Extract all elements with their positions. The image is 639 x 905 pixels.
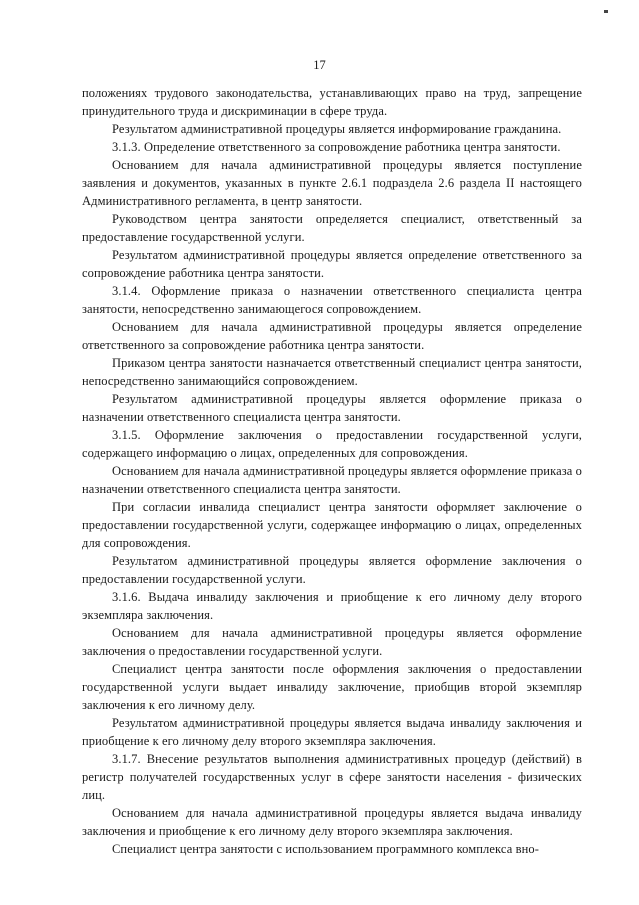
paragraph: Специалист центра занятости после оформления заключения о предоставлении государственной услуги выдает инвалиду заключение, приобщив второй экземпляр заключения к его личному делу. xyxy=(82,662,582,712)
section-heading-3-1-6: 3.1.6. Выдача инвалиду заключения и приобщение к его личному делу второго экземпляра заключения. xyxy=(82,590,582,622)
paragraph: Результатом административной процедуры является оформление заключения о предоставлении государственной услуги. xyxy=(82,554,582,586)
section-heading-3-1-5: 3.1.5. Оформление заключения о предоставлении государственной услуги, содержащего информацию о лицах, определенных для сопровождения. xyxy=(82,428,582,460)
document-body xyxy=(82,84,582,858)
paragraph: Основанием для начала административной процедуры является оформление заключения о предоставлении государственной услуги. xyxy=(82,626,582,658)
paragraph: Результатом административной процедуры является определение ответственного за сопровождение работника центра занятости. xyxy=(82,248,582,280)
section-heading-3-1-3: 3.1.3. Определение ответственного за сопровождение работника центра занятости. xyxy=(112,140,561,154)
paragraph-continuation: положениях трудового законодательства, устанавливающих право на труд, запрещение принудительного труда и дискриминации в сфере труда. xyxy=(82,86,582,118)
page-number: 17 xyxy=(313,58,326,72)
scan-mark xyxy=(604,10,608,13)
section-heading-3-1-7: 3.1.7. Внесение результатов выполнения административных процедур (действий) в регистр получателей государственных услуг в сфере занятости населения - физических лиц. xyxy=(82,752,582,802)
section-heading-3-1-4: 3.1.4. Оформление приказа о назначении ответственного специалиста центра занятости, непосредственно занимающегося сопровождением. xyxy=(82,284,582,316)
paragraph: Приказом центра занятости назначается ответственный специалист центра занятости, непосредственно занимающийся сопровождением. xyxy=(82,356,582,388)
paragraph: Основанием для начала административной процедуры является оформление приказа о назначении ответственного специалиста центра занятости. xyxy=(82,464,582,496)
paragraph: Основанием для начала административной процедуры является выдача инвалиду заключения и приобщение к его личному делу второго экземпляра заключения. xyxy=(82,806,582,838)
paragraph-truncated: Специалист центра занятости с использованием программного комплекса вно- xyxy=(112,842,539,856)
paragraph: Результатом административной процедуры является выдача инвалиду заключения и приобщение к его личному делу второго экземпляра заключения. xyxy=(82,716,582,748)
paragraph: Основанием для начала административной процедуры является определение ответственного за сопровождение работника центра занятости. xyxy=(82,320,582,352)
paragraph: Руководством центра занятости определяется специалист, ответственный за предоставление государственной услуги. xyxy=(82,212,582,244)
paragraph: Результатом административной процедуры является оформление приказа о назначении ответственного специалиста центра занятости. xyxy=(82,392,582,424)
paragraph: Основанием для начала административной процедуры является поступление заявления и документов, указанных в пункте 2.6.1 подраздела 2.6 раздела II настоящего Административного регламента, в центр занятости. xyxy=(82,158,582,208)
paragraph: Результатом административной процедуры является информирование гражданина. xyxy=(112,122,562,136)
paragraph: При согласии инвалида специалист центра занятости оформляет заключение о предоставлении государственной услуги, содержащее информацию о лицах, определенных для сопровождения. xyxy=(82,500,582,550)
